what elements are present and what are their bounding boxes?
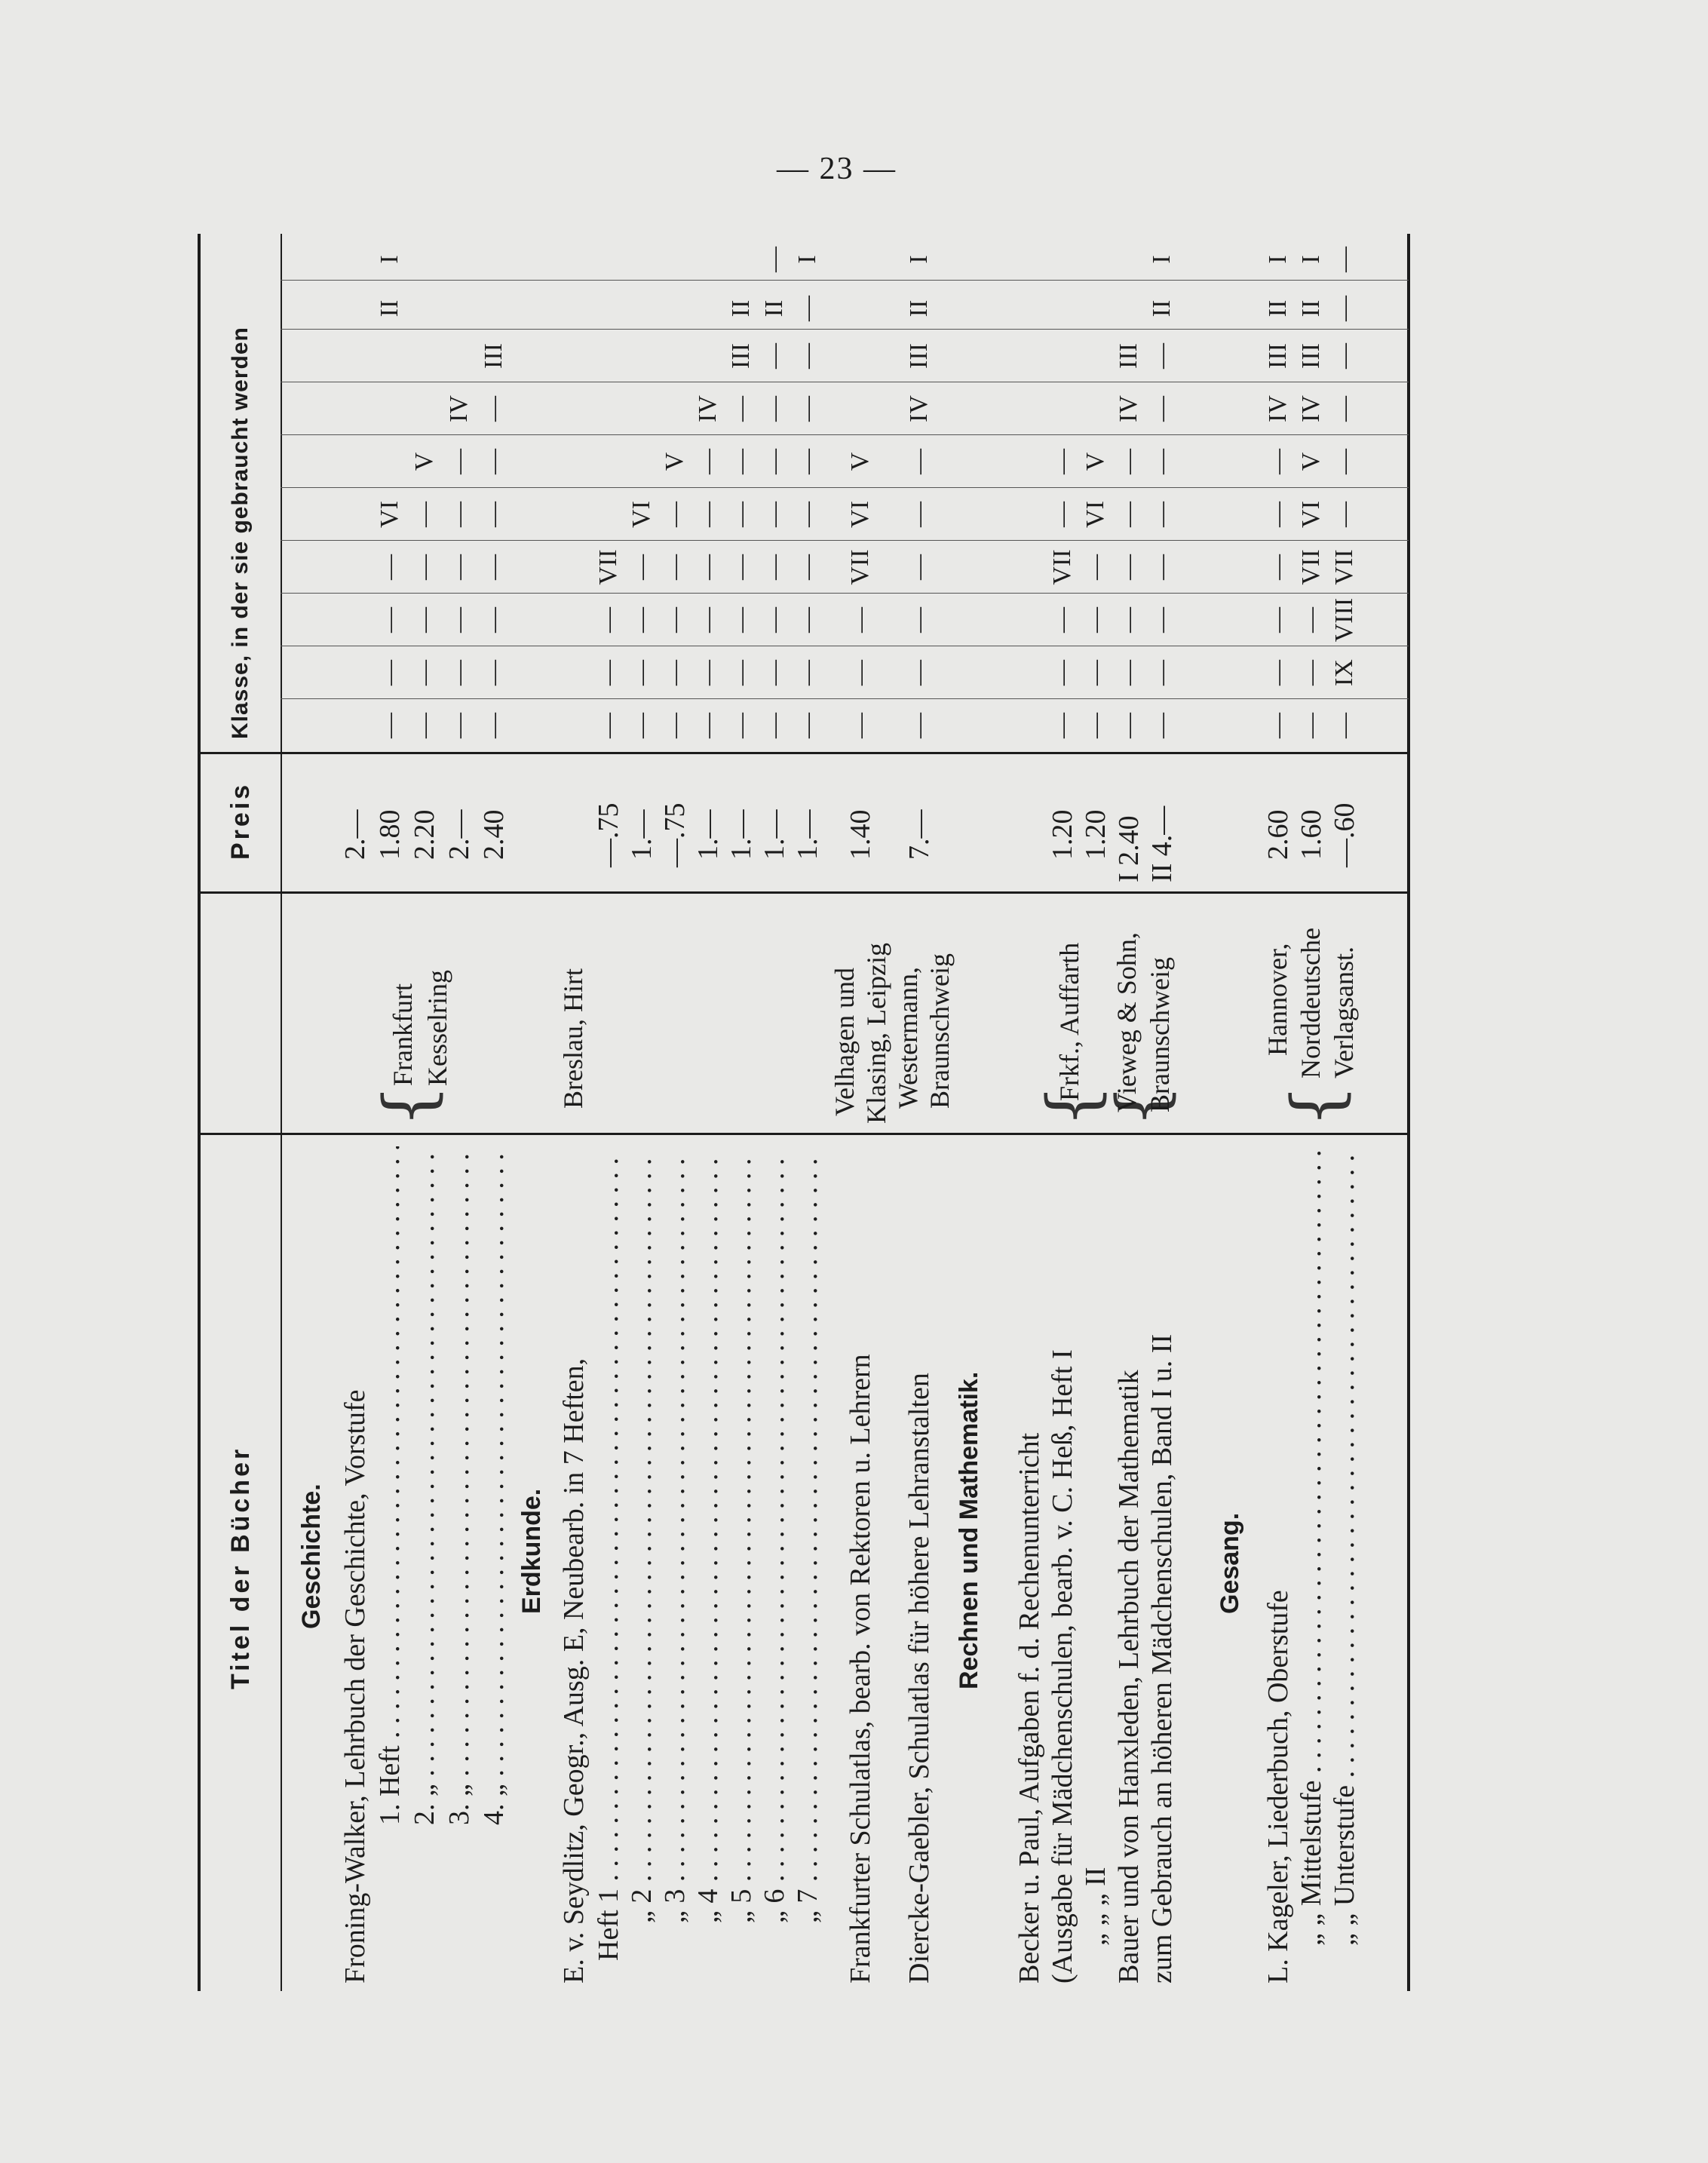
class-mark: —	[480, 660, 507, 686]
class-mark: —	[480, 396, 507, 422]
class-mark: II	[1148, 299, 1176, 318]
row-title: „ 3 . . .	[658, 1146, 692, 1923]
class-mark: —	[1148, 607, 1176, 633]
price: 7.—	[903, 809, 935, 860]
class-mark: —	[727, 660, 755, 686]
class-mark: —	[1330, 449, 1358, 474]
row-title: Diercke-Gaebler, Schulatlas für höhere Lehranstalten	[903, 1373, 935, 1984]
class-mark: —	[760, 343, 788, 369]
class-mark: —	[594, 607, 622, 633]
class-mark: V	[846, 452, 874, 471]
header-title: Titel der Bücher	[226, 1446, 255, 1689]
class-mark: —	[1048, 660, 1076, 686]
row-title: „ „ „ II	[1080, 1867, 1112, 1946]
class-mark: III	[1297, 343, 1325, 369]
price: 1.—	[725, 809, 757, 860]
row-title: 1. Heft . . .	[373, 1146, 407, 1825]
class-mark: —	[1148, 396, 1176, 422]
price: —.75	[659, 802, 691, 867]
price: 1.—	[626, 809, 658, 860]
class-mark: —	[1264, 449, 1292, 474]
class-mark: I	[905, 255, 933, 264]
class-mark: —	[661, 502, 688, 527]
row-title: zum Gebrauch an höheren Mädchenschulen, Band I u. II	[1146, 1333, 1178, 1984]
header-rule	[281, 234, 282, 1991]
class-mark: —	[1048, 502, 1076, 527]
class-mark: —	[793, 660, 821, 686]
row-title: 4. „ . . .	[477, 1146, 511, 1825]
class-mark: —	[1148, 502, 1176, 527]
class-mark: VI	[627, 501, 655, 528]
class-mark: —	[905, 449, 933, 474]
col-sep-price	[198, 752, 1410, 754]
class-mark: IX	[1330, 659, 1358, 686]
row-title: „ 7 . . .	[790, 1146, 825, 1923]
class-mark: —	[1148, 449, 1176, 474]
class-mark: —	[760, 660, 788, 686]
class-mark: —	[627, 660, 655, 686]
class-mark: —	[905, 607, 933, 633]
class-mark: I	[1148, 255, 1176, 264]
class-mark: —	[1048, 449, 1076, 474]
row-title: „ 6 . . .	[757, 1146, 792, 1923]
class-mark: —	[376, 660, 403, 686]
section-geschichte: Geschichte.	[297, 1483, 326, 1629]
class-mark: V	[1081, 452, 1109, 471]
class-mark: —	[661, 713, 688, 738]
publisher: Frkf., Auffarth	[1054, 942, 1084, 1101]
header-price: Preis	[226, 781, 255, 860]
row-title: L. Kageler, Liederbuch, Oberstufe	[1262, 1590, 1294, 1984]
class-mark: —	[694, 554, 722, 580]
class-mark: I	[1264, 255, 1292, 264]
publisher: Vieweg & Sohn,	[1112, 932, 1142, 1112]
class-mark: —	[1330, 343, 1358, 369]
class-mark: —	[846, 660, 874, 686]
class-mark: —	[905, 713, 933, 738]
class-mark: —	[793, 396, 821, 422]
row-title: Heft 1 . . .	[591, 1146, 626, 1961]
class-mark: —	[1297, 660, 1325, 686]
row-title: (Ausgabe für Mädchenschulen, bearb. v. C. Heß, Heft I	[1047, 1349, 1078, 1984]
page-number: — 23 —	[777, 152, 897, 186]
class-mark: —	[480, 502, 507, 527]
publisher: Norddeutsche	[1296, 928, 1326, 1078]
price: 2.60	[1262, 809, 1294, 860]
class-mark: I	[376, 255, 403, 264]
class-mark: —	[594, 713, 622, 738]
row-title: „ 4 . . .	[691, 1146, 725, 1923]
class-mark: —	[410, 607, 438, 633]
class-mark: —	[1148, 343, 1176, 369]
class-mark: —	[1330, 396, 1358, 422]
class-mark: —	[760, 396, 788, 422]
row-title: E. v. Seydlitz, Geogr., Ausg. E, Neubearb. in 7 Heften,	[558, 1358, 590, 1984]
class-mark: —	[727, 554, 755, 580]
class-mark: II	[1297, 299, 1325, 318]
class-mark: —	[1115, 502, 1142, 527]
class-mark: —	[727, 449, 755, 474]
class-mark: —	[760, 713, 788, 738]
table-bottom-rule	[1407, 234, 1410, 1991]
row-title: „ „ Unterstufe . . .	[1327, 1146, 1362, 1946]
class-mark: V	[410, 452, 438, 471]
class-mark: —	[1048, 607, 1076, 633]
class-mark: IV	[1264, 395, 1292, 422]
class-mark: IV	[905, 395, 933, 422]
class-mark: —	[905, 554, 933, 580]
class-mark: III	[727, 343, 755, 369]
class-mark: —	[1115, 660, 1142, 686]
class-mark: —	[445, 607, 473, 633]
class-mark: —	[445, 554, 473, 580]
class-mark: —	[727, 713, 755, 738]
class-mark: —	[694, 607, 722, 633]
price: I 2.40	[1113, 815, 1145, 882]
class-mark: —	[410, 554, 438, 580]
class-mark: —	[1264, 554, 1292, 580]
row-title: „ 5 . . .	[724, 1146, 759, 1923]
class-mark: —	[1081, 660, 1109, 686]
class-col-line	[281, 329, 1409, 330]
price: —.75	[593, 802, 624, 867]
class-mark: VII	[594, 549, 622, 585]
class-mark: I	[1297, 255, 1325, 264]
class-mark: VI	[376, 501, 403, 528]
class-mark: —	[480, 713, 507, 738]
class-mark: V	[661, 452, 688, 471]
class-mark: —	[793, 449, 821, 474]
class-mark: —	[793, 296, 821, 321]
class-mark: IV	[1115, 395, 1142, 422]
class-mark: II	[905, 299, 933, 318]
brace-icon: {	[370, 1084, 449, 1128]
publisher: Frankfurt	[388, 983, 418, 1086]
class-mark: —	[793, 502, 821, 527]
publisher: Kesselring	[422, 970, 452, 1086]
class-mark: —	[376, 554, 403, 580]
table-top-rule	[198, 234, 201, 1991]
class-mark: —	[1081, 554, 1109, 580]
publisher: Hannover,	[1262, 943, 1292, 1056]
class-mark: VII	[846, 549, 874, 585]
class-mark: —	[1264, 607, 1292, 633]
class-mark: —	[376, 607, 403, 633]
class-mark: —	[661, 554, 688, 580]
class-mark: —	[1115, 607, 1142, 633]
row-title: „ 2 . . .	[624, 1146, 659, 1923]
class-mark: —	[694, 502, 722, 527]
class-mark: —	[1264, 502, 1292, 527]
class-mark: —	[445, 660, 473, 686]
price: 2.—	[339, 809, 371, 860]
section-gesang: Gesang.	[1216, 1512, 1244, 1614]
class-mark: VI	[1081, 501, 1109, 528]
brace-icon: {	[1033, 1084, 1112, 1128]
class-mark: II	[1264, 299, 1292, 318]
price: —.60	[1329, 802, 1360, 867]
class-mark: III	[905, 343, 933, 369]
publisher: Westermann,	[893, 966, 923, 1109]
header-classes: Klasse, in der sie gebraucht werden	[228, 327, 253, 739]
price: 2.20	[409, 809, 440, 860]
publisher: Braunschweig	[1145, 957, 1175, 1112]
class-mark: VII	[1297, 549, 1325, 585]
price: 1.80	[374, 809, 406, 860]
class-mark: —	[627, 713, 655, 738]
price: 1.20	[1080, 809, 1112, 860]
class-mark: —	[727, 502, 755, 527]
class-mark: —	[627, 554, 655, 580]
class-mark: VIII	[1330, 597, 1358, 643]
class-mark: —	[694, 660, 722, 686]
class-mark: —	[661, 660, 688, 686]
class-mark: —	[793, 607, 821, 633]
class-mark: —	[793, 343, 821, 369]
class-mark: IV	[694, 395, 722, 422]
brace-icon: {	[1277, 1084, 1357, 1128]
class-mark: —	[445, 449, 473, 474]
class-mark: —	[376, 713, 403, 738]
class-mark: —	[1330, 296, 1358, 321]
col-sep-title	[198, 1133, 1410, 1135]
section-erdkunde: Erdkunde.	[517, 1488, 546, 1614]
class-mark: —	[793, 554, 821, 580]
class-mark: —	[760, 247, 788, 272]
class-mark: —	[627, 607, 655, 633]
class-mark: VI	[1297, 501, 1325, 528]
class-mark: —	[694, 713, 722, 738]
class-mark: IV	[445, 395, 473, 422]
class-mark: —	[1148, 660, 1176, 686]
class-mark: —	[1115, 554, 1142, 580]
class-mark: III	[1264, 343, 1292, 369]
row-title: „ „ Mittelstufe . . .	[1294, 1146, 1329, 1946]
row-title: Frankfurter Schulatlas, bearb. von Rektoren u. Lehrern	[845, 1354, 876, 1984]
class-mark: —	[846, 607, 874, 633]
class-mark: —	[1148, 713, 1176, 738]
class-mark: VII	[1330, 549, 1358, 585]
class-mark: —	[1048, 713, 1076, 738]
brace-icon: {	[1102, 1084, 1182, 1128]
class-mark: —	[480, 554, 507, 580]
class-mark: IV	[1297, 395, 1325, 422]
class-mark: —	[1081, 607, 1109, 633]
class-mark: —	[760, 502, 788, 527]
class-mark: —	[1330, 502, 1358, 527]
class-mark: II	[376, 299, 403, 318]
class-mark: —	[445, 713, 473, 738]
class-mark: —	[480, 607, 507, 633]
price: 1.20	[1047, 809, 1078, 860]
price: 2.—	[443, 809, 475, 860]
price: 1.—	[792, 809, 823, 860]
class-mark: —	[1330, 247, 1358, 272]
class-mark: —	[1264, 660, 1292, 686]
class-mark: —	[727, 396, 755, 422]
row-title: Becker u. Paul, Aufgaben f. d. Rechenunterricht	[1013, 1432, 1045, 1984]
class-col-line	[281, 280, 1409, 281]
class-mark: —	[410, 660, 438, 686]
class-mark: —	[1330, 713, 1358, 738]
class-mark: I	[793, 255, 821, 264]
price: 1.40	[845, 809, 876, 860]
class-mark: —	[1264, 713, 1292, 738]
class-mark: —	[760, 554, 788, 580]
class-mark: VII	[1048, 549, 1076, 585]
class-mark: —	[480, 449, 507, 474]
publisher: Braunschweig	[925, 953, 955, 1109]
class-mark: VI	[846, 501, 874, 528]
class-mark: —	[661, 607, 688, 633]
price: 1.—	[692, 809, 724, 860]
class-mark: —	[727, 607, 755, 633]
class-mark: —	[793, 713, 821, 738]
class-mark: II	[760, 299, 788, 318]
publisher: Verlagsanst.	[1329, 947, 1359, 1078]
class-mark: II	[727, 299, 755, 318]
class-mark: —	[760, 607, 788, 633]
class-mark: III	[480, 343, 507, 369]
class-mark: —	[1148, 554, 1176, 580]
price: II 4.—	[1146, 805, 1178, 882]
class-mark: —	[1115, 713, 1142, 738]
class-mark: —	[846, 713, 874, 738]
publisher: Klasing, Leipzig	[861, 943, 891, 1124]
section-rechnen: Rechnen und Mathematik.	[955, 1371, 983, 1689]
price: 1.—	[759, 809, 790, 860]
row-title: 3. „ . . .	[442, 1146, 477, 1825]
rotated-book-table	[198, 234, 1412, 1991]
row-title: 2. „ . . .	[407, 1146, 442, 1825]
col-sep-publisher	[198, 891, 1410, 894]
class-mark: —	[760, 449, 788, 474]
class-mark: —	[1115, 449, 1142, 474]
row-title: Froning-Walker, Lehrbuch der Geschichte, Vorstufe	[339, 1389, 371, 1984]
row-title: Bauer und von Hanxleden, Lehrbuch der Mathematik	[1113, 1370, 1145, 1984]
book-table	[198, 234, 1412, 1991]
price: 1.60	[1296, 809, 1327, 860]
class-mark: III	[1115, 343, 1142, 369]
class-mark: —	[905, 502, 933, 527]
class-mark: —	[445, 502, 473, 527]
class-mark: —	[1297, 713, 1325, 738]
class-mark: —	[1297, 607, 1325, 633]
class-mark: —	[594, 660, 622, 686]
class-mark: V	[1297, 452, 1325, 471]
publisher: Velhagen und	[829, 968, 860, 1116]
class-mark: —	[410, 713, 438, 738]
class-mark: —	[694, 449, 722, 474]
class-mark: —	[410, 502, 438, 527]
price: 2.40	[478, 809, 510, 860]
class-mark: —	[1081, 713, 1109, 738]
publisher: Breslau, Hirt	[558, 968, 588, 1109]
class-mark: —	[905, 660, 933, 686]
